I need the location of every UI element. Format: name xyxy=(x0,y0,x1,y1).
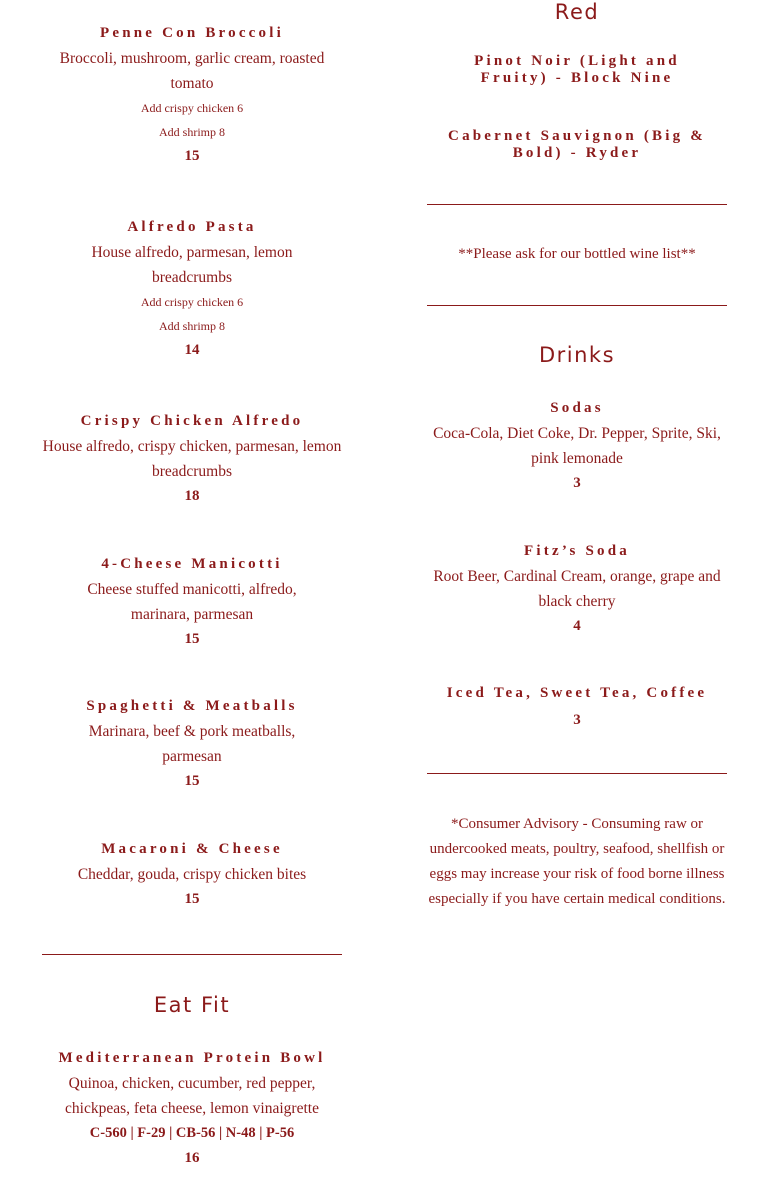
item-price: 15 xyxy=(184,891,200,907)
menu-item-alfredo-pasta xyxy=(42,219,342,363)
section-divider xyxy=(42,954,342,955)
item-name: Crispy Chicken Alfredo xyxy=(80,413,304,429)
item-description: Coca-Cola, Diet Coke, Dr. Pepper, Sprite, Ski, pink lemonade xyxy=(433,425,721,467)
item-name: Macaroni & Cheese xyxy=(101,841,283,857)
item-name: Iced Tea, Sweet Tea, Coffee xyxy=(446,685,708,701)
item-name: Alfredo Pasta xyxy=(127,219,257,235)
wine-item: Cabernet Sauvignon (Big & Bold) - Ryder xyxy=(448,128,706,161)
item-description: House alfredo, crispy chicken, parmesan, lemon breadcrumbs xyxy=(42,438,342,480)
bottled-wine-note: **Please ask for our bottled wine list** xyxy=(458,246,696,262)
item-addon: Add crispy chicken 6 xyxy=(140,101,244,115)
menu-item-spaghetti-meatballs xyxy=(42,698,342,794)
item-description: House alfredo, parmesan, lemon breadcrumbs xyxy=(91,244,293,286)
item-description: Cheddar, gouda, crispy chicken bites xyxy=(77,866,307,883)
item-addon: Add shrimp 8 xyxy=(159,125,225,139)
menu-item-mediterranean-protein-bowl xyxy=(42,1050,342,1171)
item-addon: Add crispy chicken 6 xyxy=(140,295,244,309)
section-title-red: Red xyxy=(554,0,600,24)
drink-item-fitzs-soda xyxy=(427,543,727,639)
item-price: 3 xyxy=(573,712,581,728)
section-divider xyxy=(427,305,727,306)
drink-item-tea-coffee xyxy=(427,685,727,733)
item-name: Sodas xyxy=(550,400,604,416)
item-price: 4 xyxy=(573,618,581,634)
section-title-drinks: Drinks xyxy=(538,343,616,367)
item-description: Broccoli, mushroom, garlic cream, roasted tomato xyxy=(59,50,325,92)
item-price: 15 xyxy=(184,148,200,164)
wine-item: Pinot Noir (Light and Fruity) - Block Nine xyxy=(474,53,680,86)
item-description: Marinara, beef & pork meatballs, parmesan xyxy=(88,723,296,765)
section-divider xyxy=(427,204,727,205)
item-description: Root Beer, Cardinal Cream, orange, grape and black cherry xyxy=(433,568,721,610)
item-addon: Add shrimp 8 xyxy=(159,319,225,333)
item-name: Penne Con Broccoli xyxy=(100,25,284,41)
section-title-eat-fit: Eat Fit xyxy=(153,993,231,1017)
item-description: Quinoa, chicken, cucumber, red pepper, chickpeas, feta cheese, lemon vinaigrette xyxy=(65,1075,319,1117)
consumer-advisory: *Consumer Advisory - Consuming raw or undercooked meats, poultry, seafood, shellfish or eggs may increase your risk of food borne illness especially if you have certain medical conditions. xyxy=(428,816,726,907)
item-description: Cheese stuffed manicotti, alfredo, marinara, parmesan xyxy=(87,581,297,623)
section-divider xyxy=(427,773,727,774)
item-name: Mediterranean Protein Bowl xyxy=(58,1050,326,1066)
item-name: Spaghetti & Meatballs xyxy=(86,698,298,714)
item-price: 14 xyxy=(184,342,200,358)
item-name: 4-Cheese Manicotti xyxy=(101,556,283,572)
menu-item-4-cheese-manicotti xyxy=(42,556,342,652)
item-price: 3 xyxy=(573,475,581,491)
item-price: 18 xyxy=(184,488,200,504)
drink-item-sodas xyxy=(427,400,727,496)
item-price: 15 xyxy=(184,773,200,789)
item-price: 16 xyxy=(184,1150,200,1166)
menu-item-macaroni-cheese xyxy=(42,841,342,912)
item-name: Fitz’s Soda xyxy=(524,543,630,559)
item-price: 15 xyxy=(184,631,200,647)
item-nutrition: C-560 | F-29 | CB-56 | N-48 | P-56 xyxy=(89,1125,295,1141)
menu-item-penne-con-broccoli xyxy=(42,25,342,169)
menu-item-crispy-chicken-alfredo xyxy=(42,413,342,509)
